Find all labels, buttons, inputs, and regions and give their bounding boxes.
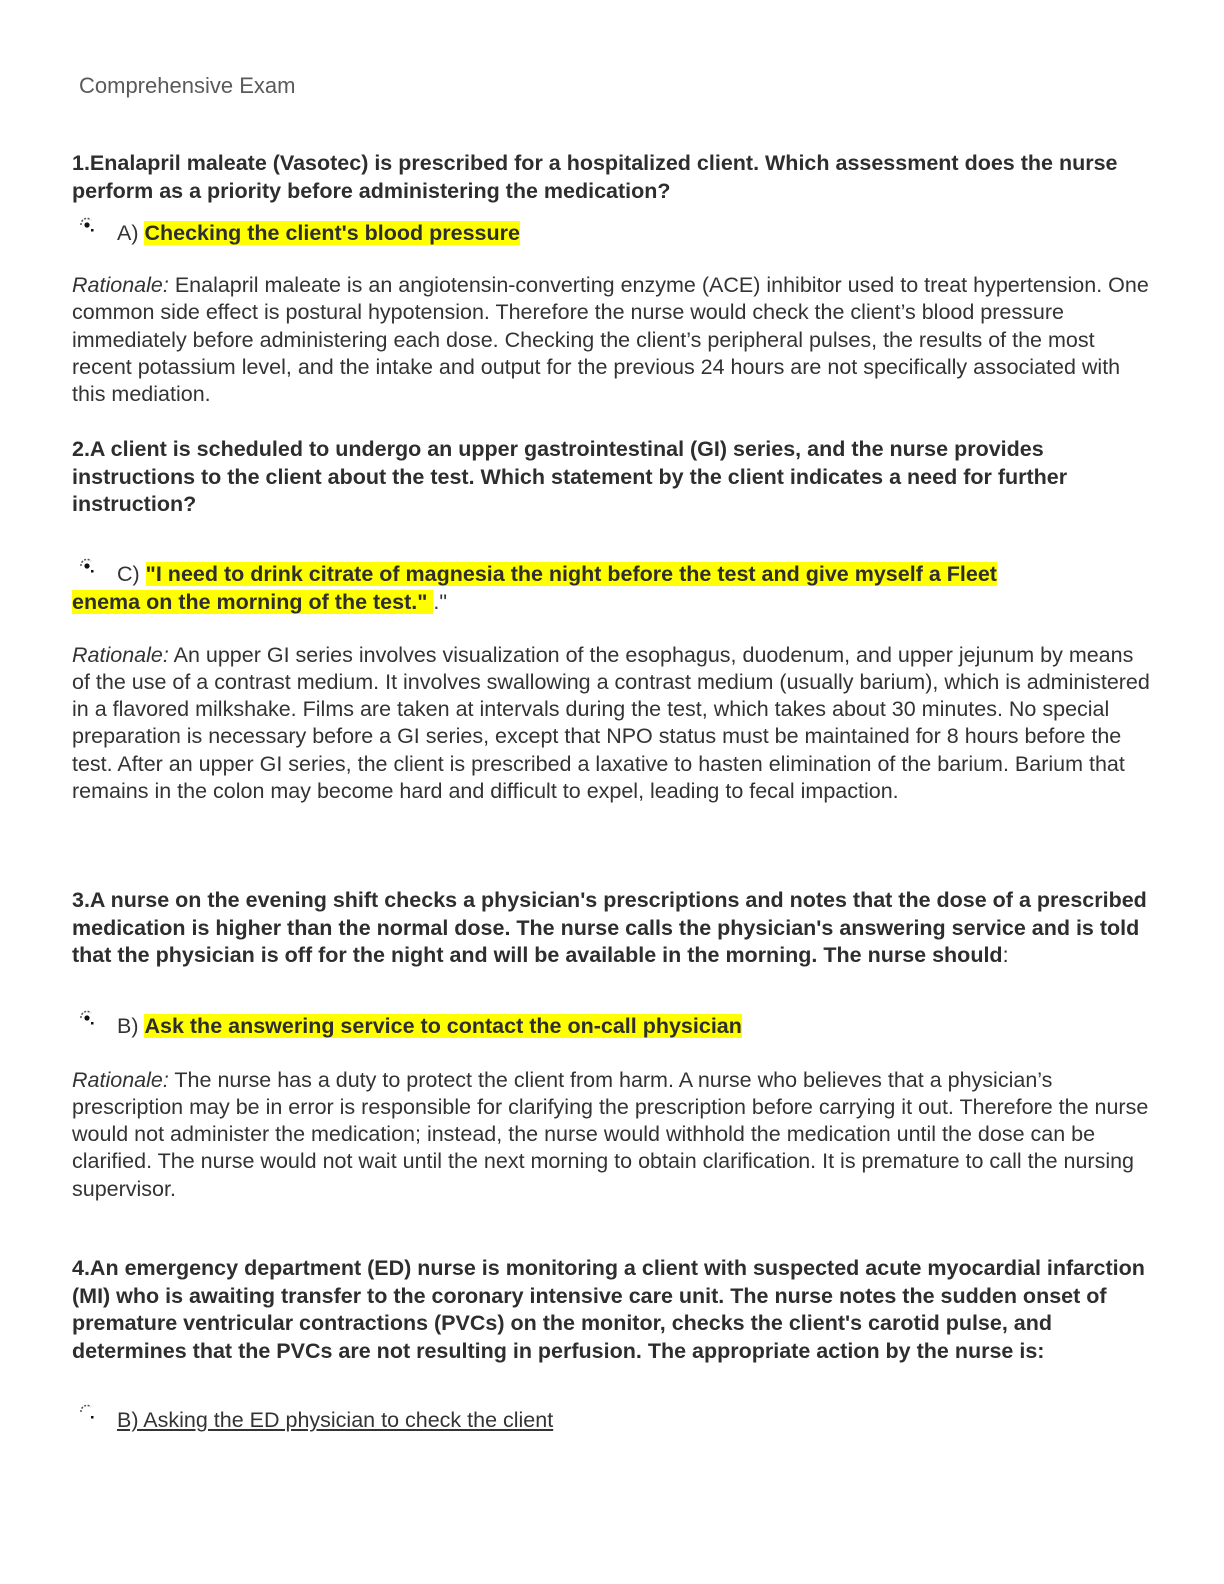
question-3 <box>72 887 1152 1203</box>
question-text <box>72 887 1152 970</box>
question-text: 1.Enalapril maleate (Vasotec) is prescribed for a hospitalized client. Which assessment does the nurse perform as a priority before administering the medication? <box>72 151 1118 203</box>
question-2 <box>72 436 1152 805</box>
page-title: Comprehensive Exam <box>79 73 296 98</box>
rationale-label: Rationale: <box>72 273 169 297</box>
correct-answer: Ask the answering service to contact the on-call physician <box>144 1013 742 1038</box>
question-text: 2.A client is scheduled to undergo an upper gastrointestinal (GI) series, and the nurse provides instructions to the client about the test. Which statement by the client indicates a need for further instruction? <box>72 437 1068 516</box>
answer-row[interactable] <box>72 560 1152 616</box>
answer-row[interactable] <box>72 1406 1152 1434</box>
rationale-label: Rationale: <box>72 1067 169 1092</box>
answer-row[interactable] <box>72 1012 1152 1040</box>
question-4 <box>72 1255 1152 1434</box>
option-letter: C) <box>117 561 140 586</box>
question-text: 4.An emergency department (ED) nurse is monitoring a client with suspected acute myocardial infarction (MI) who is awaiting transfer to the coronary intensive care unit. The nurse notes the sudden onset of premature ventricular contractions (PVCs) on the monitor, checks the client's carotid pulse, and determines that the PVCs are not resulting in perfusion. The appropriate action by the nurse is: <box>72 1256 1145 1363</box>
radio-selected-icon[interactable] <box>78 213 94 229</box>
option-letter: A) <box>117 221 139 245</box>
correct-answer-line-1: "I need to drink citrate of magnesia the night before the test and give myself a Fleet <box>145 561 997 586</box>
rationale <box>72 272 1152 408</box>
answer-tail: ." <box>433 589 447 614</box>
answer-link[interactable]: B) Asking the ED physician to check the client <box>117 1408 554 1432</box>
question-text-body: 3.A nurse on the evening shift checks a physician's prescriptions and notes that the dose of a prescribed medication is higher than the normal dose. The nurse calls the physician's answering service and is told that the physician is off for the night and will be available in the morning. The nurse should <box>72 888 1147 967</box>
option-letter: B) <box>117 1013 139 1038</box>
rationale-text: Enalapril maleate is an angiotensin-converting enzyme (ACE) inhibitor used to treat hypertension. One common side effect is postural hypotension. Therefore the nurse would check the client’s blood pressure immediately before administering each dose. Checking the client’s peripheral pulses, the results of the most recent potassium level, and the intake and output for the previous 24 hours are not specifically associated with this mediation. <box>72 273 1149 407</box>
radio-selected-icon[interactable] <box>78 1006 94 1022</box>
rationale-text: An upper GI series involves visualization of the esophagus, duodenum, and upper jejunum by means of the use of a contrast medium. It involves swallowing a contrast medium (usually barium), which is administered in a flavored milkshake. Films are taken at intervals during the test, which takes about 30 minutes. No special preparation is necessary before a GI series, except that NPO status must be maintained for 8 hours before the test. After an upper GI series, the client is prescribed a laxative to hasten elimination of the barium. Barium that remains in the colon may become hard and difficult to expel, leading to fecal impaction. <box>72 642 1150 803</box>
correct-answer-line-2: enema on the morning of the test." <box>72 589 434 614</box>
rationale <box>72 1067 1152 1203</box>
rationale-label: Rationale: <box>72 642 169 667</box>
question-1 <box>72 150 1152 408</box>
answer-row[interactable] <box>72 219 1152 247</box>
rationale <box>72 642 1152 806</box>
radio-selected-icon[interactable] <box>78 554 94 570</box>
rationale-text: The nurse has a duty to protect the client from harm. A nurse who believes that a physician’s prescription may be in error is responsible for clarifying the prescription before carrying it out. Therefore the nurse would not administer the medication; instead, the nurse would withhold the medication until the dose can be clarified. The nurse would not wait until the next morning to obtain clarification. It is premature to call the nursing supervisor. <box>72 1067 1149 1201</box>
question-tail: : <box>1002 943 1009 967</box>
radio-unselected-icon[interactable] <box>78 1400 94 1416</box>
correct-answer: Checking the client's blood pressure <box>144 221 520 245</box>
